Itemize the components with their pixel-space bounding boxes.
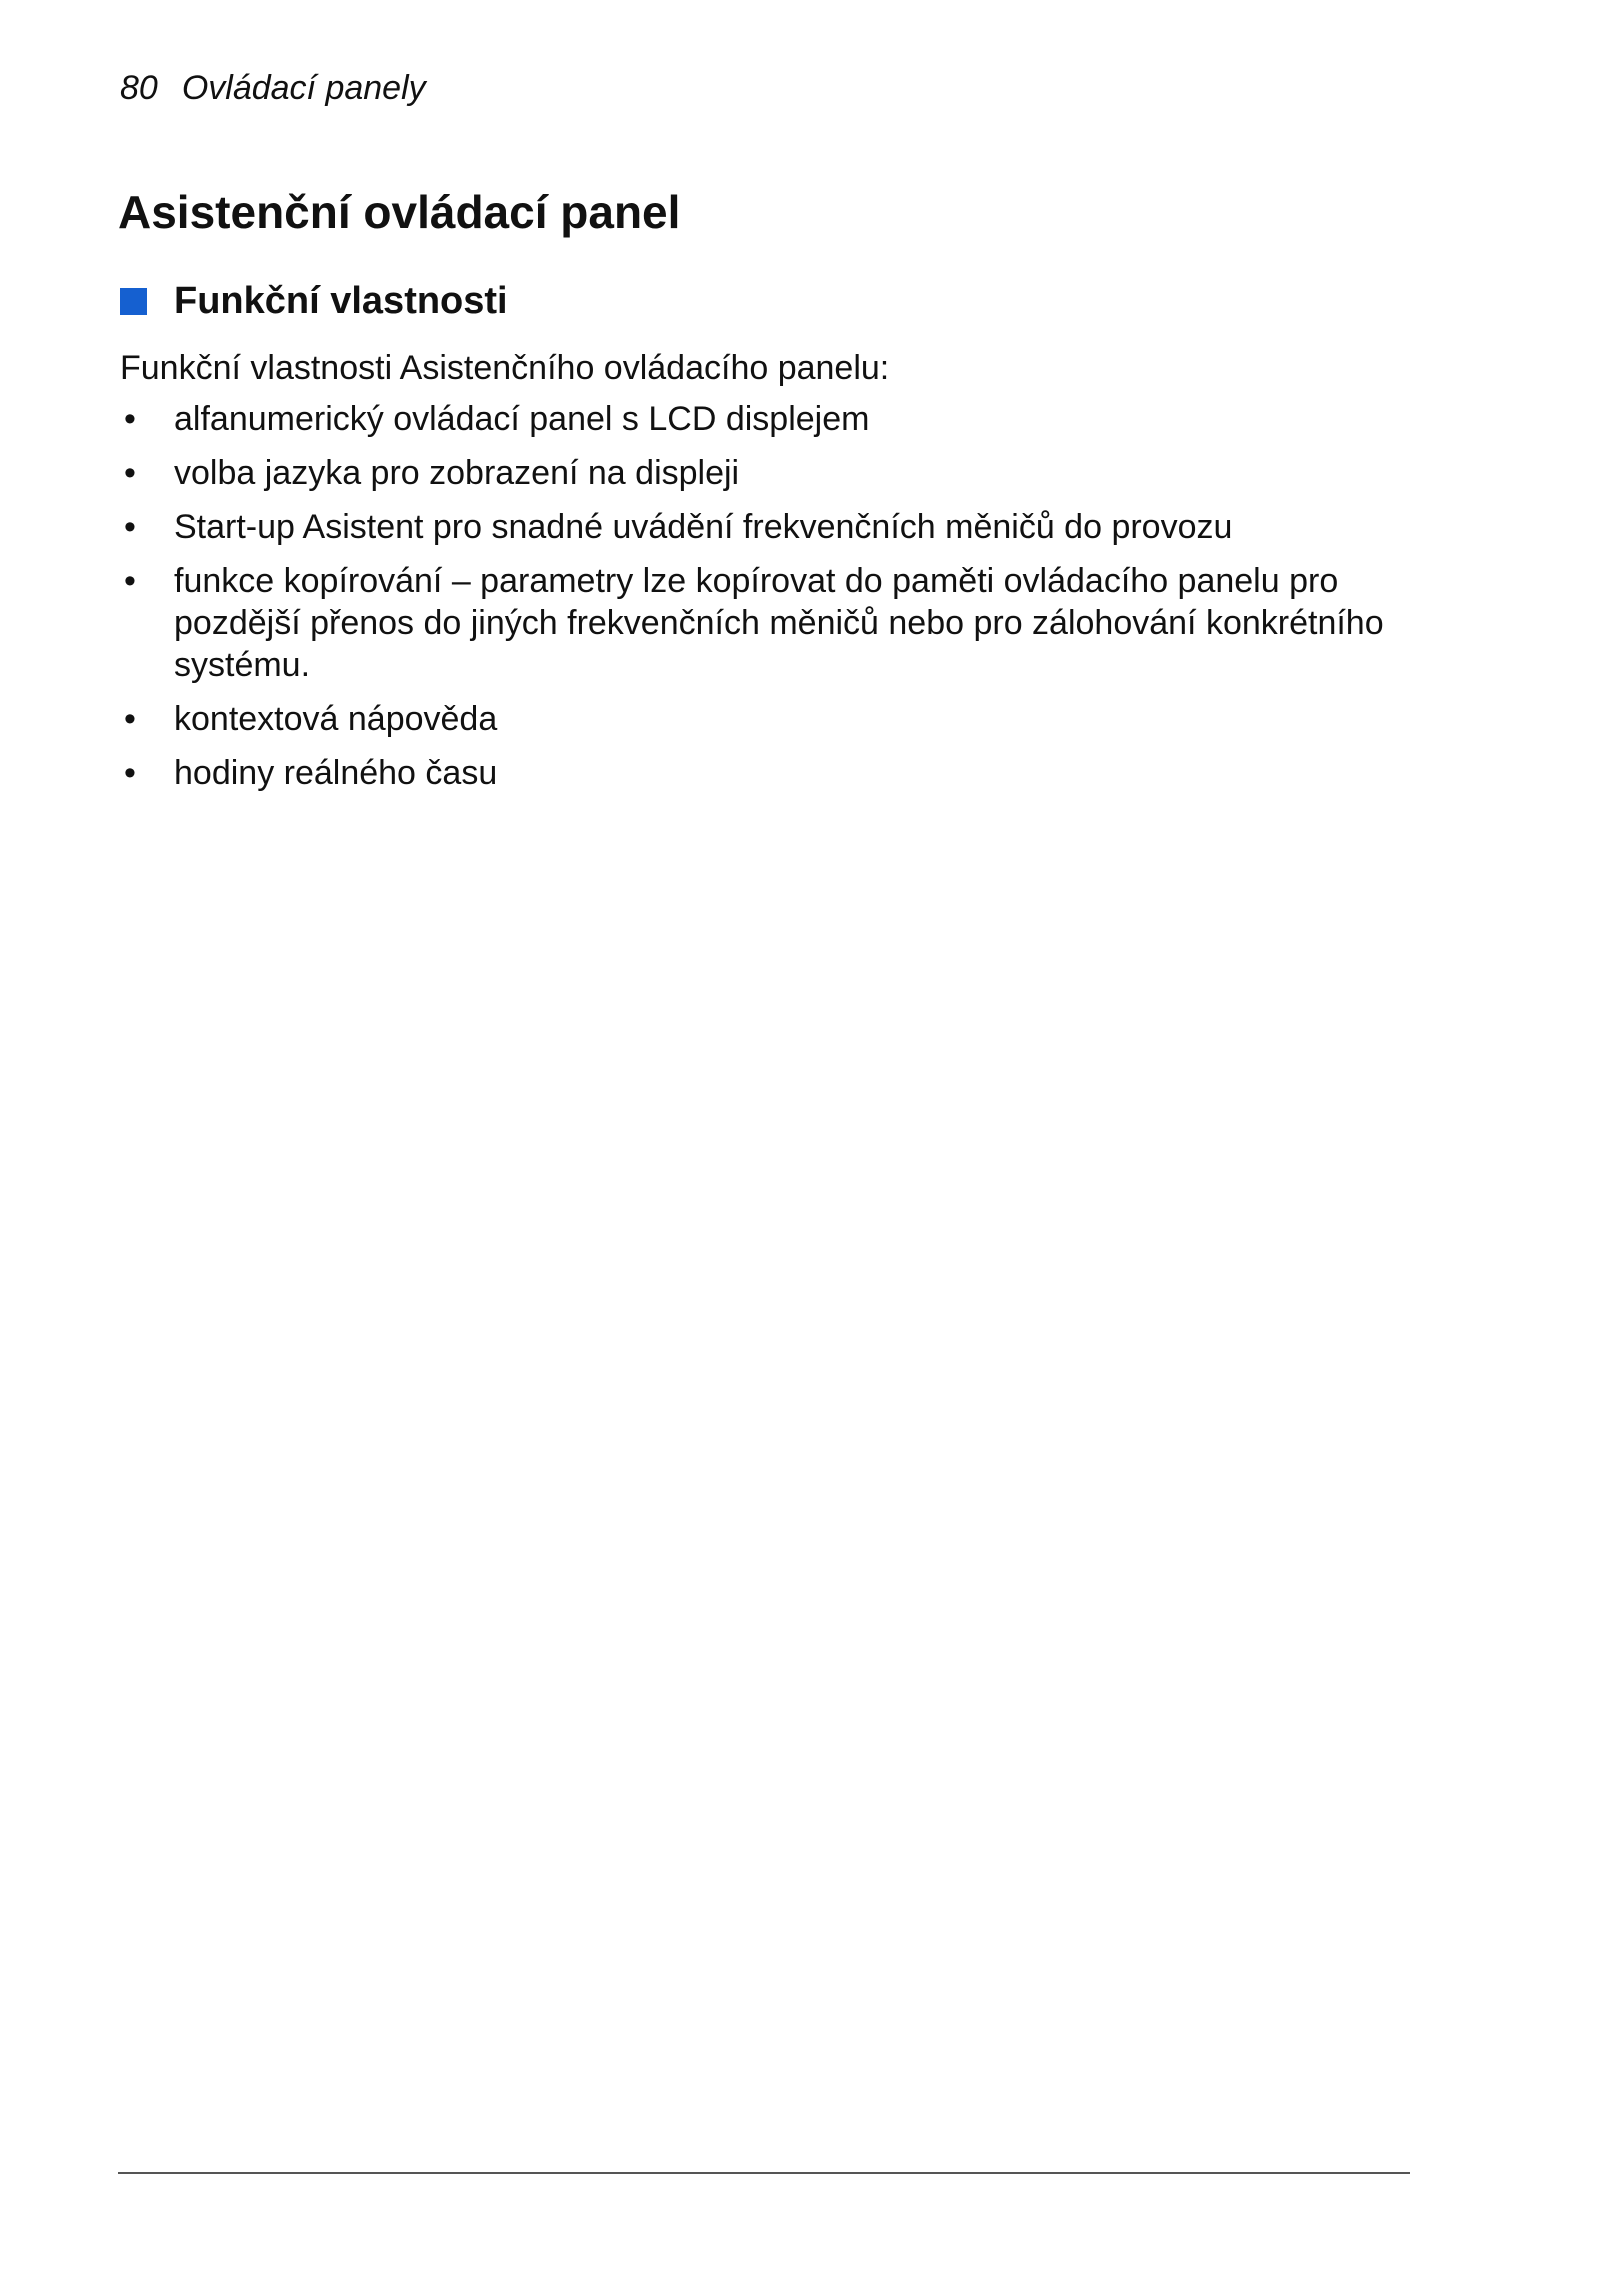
footer-divider: [118, 2172, 1410, 2174]
bullet-icon: •: [124, 400, 136, 438]
bullet-icon: •: [124, 508, 136, 546]
list-item-text: hodiny reálného času: [174, 754, 498, 792]
section-title: Asistenční ovládací panel: [118, 186, 681, 238]
page-number: 80: [120, 69, 158, 107]
chapter-title: Ovládací panely: [181, 69, 426, 107]
intro-paragraph: Funkční vlastnosti Asistenčního ovládacího panelu:: [120, 349, 890, 387]
bullet-icon: •: [124, 754, 136, 792]
list-item: [120, 560, 1440, 686]
list-item-text: funkce kopírování – parametry lze kopírovat do paměti ovládacího panelu pro pozdější přenos do jiných frekvenčních měničů nebo pro zálohování konkrétního systému.: [174, 562, 1384, 684]
list-item: [120, 698, 1440, 740]
list-item: [120, 452, 1440, 494]
list-item-text: Start-up Asistent pro snadné uvádění frekvenčních měničů do provozu: [174, 508, 1233, 546]
list-item: [120, 506, 1440, 548]
list-item: [120, 398, 1440, 440]
feature-list: [120, 398, 1440, 806]
subsection-heading: [120, 276, 508, 326]
bullet-icon: •: [124, 700, 136, 738]
bullet-icon: •: [124, 562, 136, 600]
running-header: [120, 66, 426, 110]
bullet-icon: •: [124, 454, 136, 492]
list-item: [120, 752, 1440, 794]
list-item-text: kontextová nápověda: [174, 700, 498, 738]
blue-square-icon: [120, 288, 147, 315]
subsection-title: Funkční vlastnosti: [174, 280, 508, 322]
list-item-text: alfanumerický ovládací panel s LCD displejem: [174, 400, 870, 438]
list-item-text: volba jazyka pro zobrazení na displeji: [174, 454, 740, 492]
